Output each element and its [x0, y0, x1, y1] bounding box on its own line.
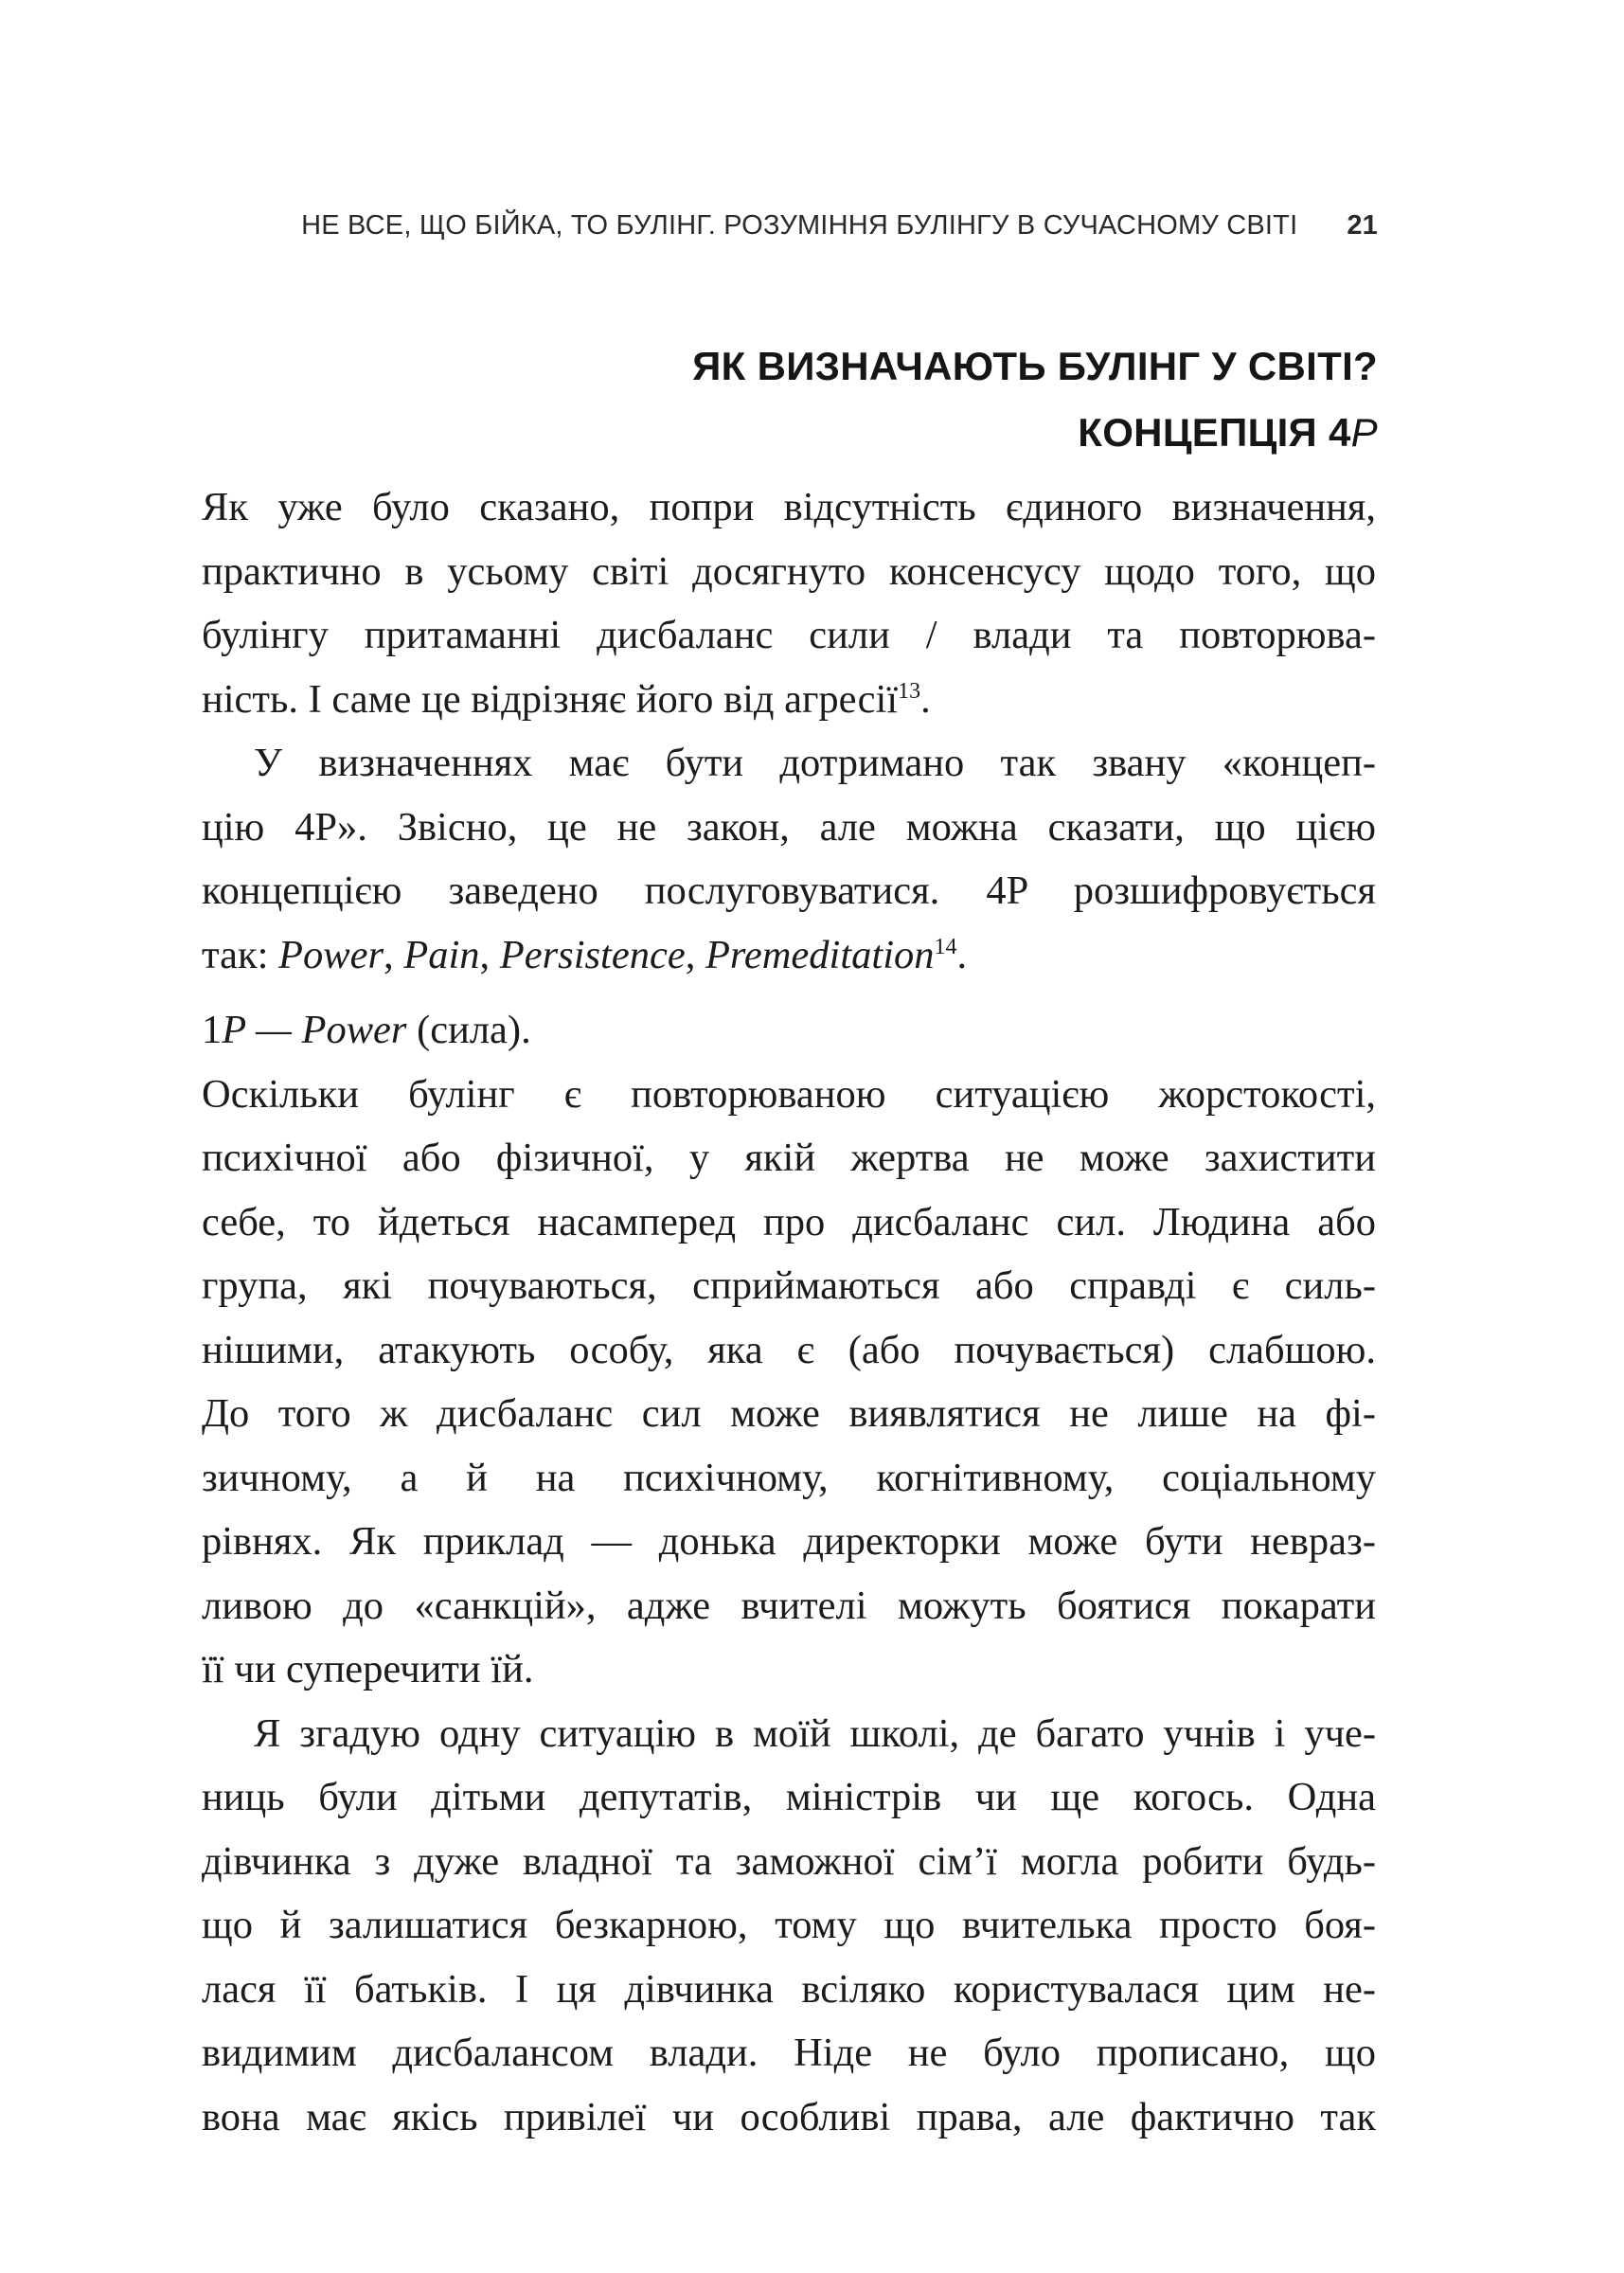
paragraph-line: нішими, атакують особу, яка є (або почувається) слабшою.: [202, 1327, 1376, 1372]
paragraph-line: цію 4P». Звісно, це не закон, але можна сказати, що цією: [202, 804, 1376, 850]
paragraph-line: група, які почуваються, сприймаються або справді є силь-: [202, 1263, 1376, 1308]
paragraph-line: [202, 668, 1376, 732]
paragraph-line: себе, то йдеться насамперед про дисбаланс сил. Людина або: [202, 1199, 1376, 1244]
paragraph-line: У визначеннях має бути дотримано так звану «концеп-: [254, 741, 1376, 785]
paragraph-line: лася її батьків. І ця дівчинка всіляко користувалася цим не-: [202, 1966, 1376, 2012]
paragraph-line: ниць були дітьми депутатів, міністрів чи ще когось. Одна: [202, 1775, 1376, 1819]
paragraph-line: Як уже було сказано, попри відсутність єдиного визначення,: [202, 485, 1376, 529]
section-heading-text: КОНЦЕПЦІЯ 4: [1078, 410, 1351, 455]
intro-text-block: [202, 475, 1376, 987]
paragraph-line: До того ж дисбаланс сил може виявлятися не лише на фі-: [202, 1391, 1376, 1436]
paragraph-line: Оскільки булінг є повторюваною ситуацією жорстокості,: [202, 1071, 1376, 1117]
term-power: Power: [278, 932, 384, 977]
subsection-term: P — Power: [222, 1008, 407, 1052]
subsection-gloss: (сила).: [406, 1008, 531, 1052]
paragraph-line: концепцією заведено послуговуватися. 4P розшифровується: [202, 868, 1376, 913]
subsection-number: 1: [202, 1008, 223, 1052]
paragraph-line: вона має якісь привілеї чи особливі права, але фактично так: [202, 2094, 1376, 2139]
paragraph-text: ність. І саме це відрізняє його від агресії: [202, 676, 899, 722]
punctuation: .: [956, 932, 968, 977]
term-premeditation: Premeditation: [705, 932, 935, 977]
paragraph-line: дівчинка з дуже владної та заможної сім’ї могла робити будь-: [202, 1838, 1376, 1884]
paragraph-line: психічної або фізичної, у якій жертва не може захистити: [202, 1136, 1376, 1180]
separator: ,: [685, 932, 705, 977]
paragraph-line: рівнях. Як приклад — донька директорки може бути невраз-: [202, 1519, 1376, 1564]
term-pain: Pain: [403, 932, 480, 977]
paragraph-line: ливою до «санкцій», адже вчителі можуть боятися покарати: [202, 1583, 1376, 1628]
paragraph-line: зичному, а й на психічному, когнітивному, соціальному: [202, 1455, 1376, 1500]
paragraph-line: [202, 923, 1376, 988]
section-heading: [189, 333, 1378, 466]
paragraph-text: так:: [202, 932, 279, 977]
separator: ,: [479, 932, 500, 977]
running-title: НЕ ВСЕ, ЩО БІЙКА, ТО БУЛІНГ. РОЗУМІННЯ БУЛІНГУ В СУЧАСНОМУ СВІТІ: [301, 210, 1298, 241]
section-heading-line-2: [189, 400, 1378, 466]
paragraph-line: що й залишатися безкарною, тому що вчителька просто боя-: [202, 1903, 1376, 1947]
section-heading-italic-p: P: [1350, 410, 1378, 455]
paragraph-line: видимим дисбалансом влади. Ніде не було прописано, що: [202, 2031, 1376, 2075]
paragraph-line: її чи суперечити їй.: [202, 1647, 534, 1691]
paragraph-line: практично в усьому світі досягнуто консенсусу щодо того, що: [202, 548, 1376, 594]
footnote-ref: 14: [934, 934, 957, 959]
punctuation: .: [920, 676, 931, 722]
paragraph-line: булінгу притаманні дисбаланс сили / влади та повторюва-: [202, 613, 1376, 657]
term-persistence: Persistence: [499, 932, 686, 977]
paragraph-line: Я згадую одну ситуацію в моїй школі, де багато учнів і уче-: [254, 1710, 1376, 1756]
section-heading-line-1: ЯК ВИЗНАЧАЮТЬ БУЛІНГ У СВІТІ?: [692, 344, 1378, 388]
power-text-block: [202, 998, 1376, 2149]
separator: ,: [384, 932, 404, 977]
running-header: [189, 210, 1378, 242]
footnote-ref: 13: [898, 678, 921, 704]
page-number: 21: [1347, 210, 1378, 241]
subsection-title: [202, 998, 1376, 1063]
